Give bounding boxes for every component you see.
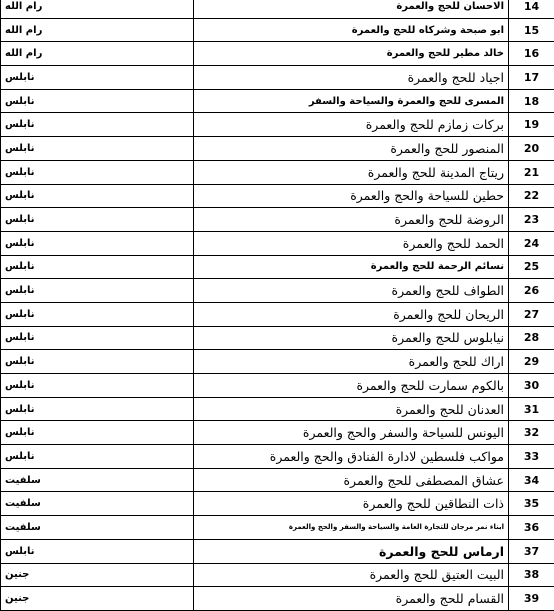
table-row: [1, 587, 554, 611]
row-number-cell: 19: [509, 113, 554, 137]
agency-name-cell: الطواف للحج والعمرة: [194, 279, 509, 303]
agency-name-cell: بالكوم سمارت للحج والعمرة: [194, 374, 509, 398]
city-cell: نابلس: [1, 397, 194, 421]
row-number-cell: 33: [509, 445, 554, 469]
table-row: [1, 397, 554, 421]
row-number-cell: 25: [509, 255, 554, 279]
table-row: [1, 302, 554, 326]
row-number-cell: 24: [509, 231, 554, 255]
table-row: [1, 516, 554, 540]
city-cell: سلفيت: [1, 492, 194, 516]
table-row: [1, 421, 554, 445]
agency-name-cell: ابناء نمر مرجان للتجارة العامة والسياحة والسفر والحج والعمرة: [194, 516, 509, 540]
city-cell: نابلس: [1, 113, 194, 137]
agency-name-cell: بركات زمازم للحج والعمرة: [194, 113, 509, 137]
table-row: [1, 255, 554, 279]
table-row: [1, 113, 554, 137]
row-number-cell: 36: [509, 516, 554, 540]
agency-name-cell: العدنان للحج والعمرة: [194, 397, 509, 421]
agency-name-cell: ارماس للحج والعمرة: [194, 539, 509, 563]
row-number-cell: 17: [509, 66, 554, 90]
agency-name-cell: حطين للسياحة والحج والعمرة: [194, 184, 509, 208]
row-number-cell: 39: [509, 587, 554, 611]
row-number-cell: 18: [509, 89, 554, 113]
table-row: [1, 350, 554, 374]
agency-name-cell: اجياد للحج والعمرة: [194, 66, 509, 90]
table-row: [1, 184, 554, 208]
table-row: [1, 231, 554, 255]
row-number-cell: 21: [509, 160, 554, 184]
row-number-cell: 35: [509, 492, 554, 516]
row-number-cell: 29: [509, 350, 554, 374]
row-number-cell: 30: [509, 374, 554, 398]
agency-name-cell: نيابلوس للحج والعمرة: [194, 326, 509, 350]
city-cell: نابلس: [1, 208, 194, 232]
agency-name-cell: ريتاج المدينة للحج والعمرة: [194, 160, 509, 184]
city-cell: نابلس: [1, 279, 194, 303]
agency-name-cell: عشاق المصطفى للحج والعمرة: [194, 468, 509, 492]
row-number-cell: 37: [509, 539, 554, 563]
city-cell: نابلس: [1, 539, 194, 563]
agency-name-cell: المسرى للحج والعمرة والسياحة والسفر: [194, 89, 509, 113]
table-row: [1, 445, 554, 469]
city-cell: نابلس: [1, 184, 194, 208]
agency-name-cell: اليونس للسياحة والسفر والحج والعمرة: [194, 421, 509, 445]
table-row: [1, 137, 554, 161]
table-row: [1, 492, 554, 516]
agency-name-cell: مواكب فلسطين لادارة الفنادق والحج والعمرة: [194, 445, 509, 469]
table-row: [1, 42, 554, 66]
table-row: [1, 468, 554, 492]
row-number-cell: 23: [509, 208, 554, 232]
table-row: [1, 89, 554, 113]
agency-name-cell: القسام للحج والعمرة: [194, 587, 509, 611]
city-cell: جنين: [1, 563, 194, 587]
city-cell: نابلس: [1, 231, 194, 255]
agency-name-cell: البيت العتيق للحج والعمرة: [194, 563, 509, 587]
city-cell: نابلس: [1, 326, 194, 350]
agency-name-cell: ابو صبحة وشركاه للحج والعمرة: [194, 18, 509, 42]
table-row: [1, 160, 554, 184]
row-number-cell: 16: [509, 42, 554, 66]
row-number-cell: 38: [509, 563, 554, 587]
row-number-cell: 14: [509, 0, 554, 18]
table-row: [1, 66, 554, 90]
agency-name-cell: الريحان للحج والعمرة: [194, 302, 509, 326]
city-cell: نابلس: [1, 374, 194, 398]
row-number-cell: 31: [509, 397, 554, 421]
agency-name-cell: نسائم الرحمة للحج والعمرة: [194, 255, 509, 279]
table-row: [1, 326, 554, 350]
table-row: [1, 18, 554, 42]
row-number-cell: 26: [509, 279, 554, 303]
city-cell: نابلس: [1, 89, 194, 113]
city-cell: نابلس: [1, 445, 194, 469]
city-cell: نابلس: [1, 302, 194, 326]
city-cell: نابلس: [1, 66, 194, 90]
table-body: [1, 0, 554, 610]
table-row: [1, 563, 554, 587]
agency-name-cell: خالد مطير للحج والعمرة: [194, 42, 509, 66]
city-cell: سلفيت: [1, 468, 194, 492]
row-number-cell: 28: [509, 326, 554, 350]
city-cell: رام الله: [1, 0, 194, 18]
table-row: [1, 539, 554, 563]
row-number-cell: 27: [509, 302, 554, 326]
city-cell: نابلس: [1, 421, 194, 445]
city-cell: نابلس: [1, 350, 194, 374]
table-row: [1, 208, 554, 232]
city-cell: نابلس: [1, 137, 194, 161]
row-number-cell: 32: [509, 421, 554, 445]
table-row: [1, 374, 554, 398]
row-number-cell: 20: [509, 137, 554, 161]
city-cell: جنين: [1, 587, 194, 611]
row-number-cell: 34: [509, 468, 554, 492]
agency-name-cell: المنصور للحج والعمرة: [194, 137, 509, 161]
city-cell: نابلس: [1, 255, 194, 279]
city-cell: رام الله: [1, 18, 194, 42]
agency-name-cell: الحمد للحج والعمرة: [194, 231, 509, 255]
city-cell: سلفيت: [1, 516, 194, 540]
agency-name-cell: اراك للحج والعمرة: [194, 350, 509, 374]
agency-name-cell: الروضة للحج والعمرة: [194, 208, 509, 232]
agency-name-cell: الاحسان للحج والعمرة: [194, 0, 509, 18]
row-number-cell: 22: [509, 184, 554, 208]
agency-name-cell: ذات النطاقين للحج والعمرة: [194, 492, 509, 516]
table-row: [1, 0, 554, 18]
city-cell: نابلس: [1, 160, 194, 184]
city-cell: رام الله: [1, 42, 194, 66]
table-row: [1, 279, 554, 303]
row-number-cell: 15: [509, 18, 554, 42]
